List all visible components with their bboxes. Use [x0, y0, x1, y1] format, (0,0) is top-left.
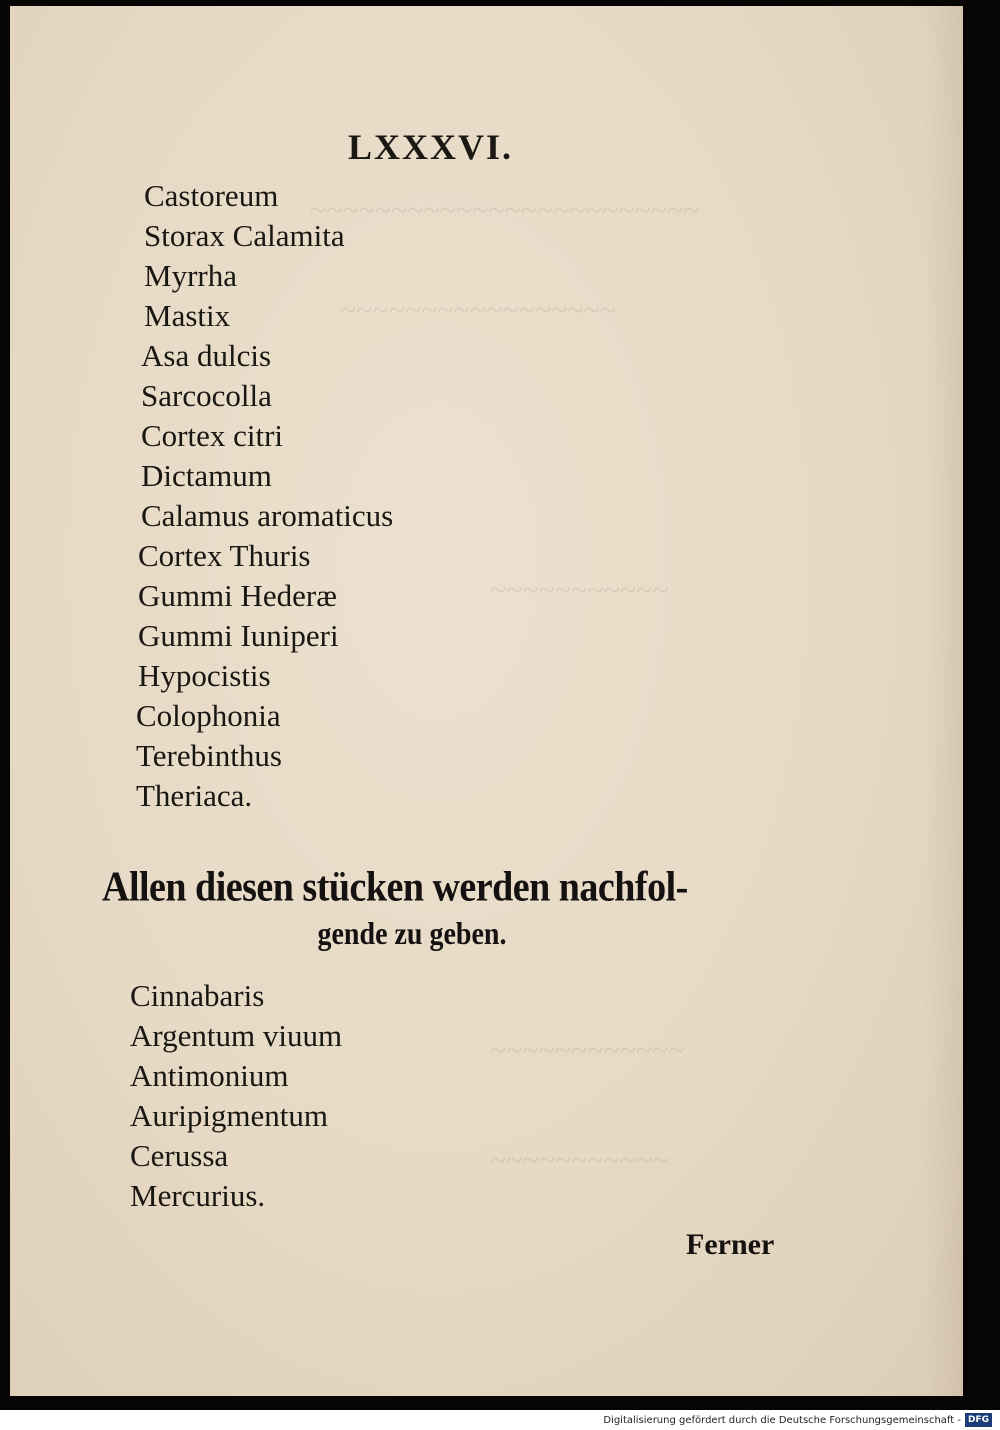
list-item: Storax Calamita [144, 218, 345, 253]
bleed-through-text: ~~~~~~~~~~~~~~~~~ [340, 294, 616, 327]
list-item: Gummi Iuniperi [138, 618, 339, 653]
heading-line-1: Allen diesen stücken werden nachfol- [102, 863, 688, 911]
list-item: Castoreum [144, 178, 279, 213]
credit-text: Digitalisierung gefördert durch die Deutsche Forschungsgemeinschaft - [603, 1414, 961, 1426]
list-item: Sarcocolla [141, 378, 272, 413]
list-item: Terebinthus [136, 738, 282, 773]
bleed-through-text: ~~~~~~~~~~~ [490, 1144, 669, 1177]
list-item: Cinnabaris [130, 978, 265, 1013]
list-item: Gummi Hederæ [138, 578, 337, 613]
list-item: Cortex Thuris [138, 538, 311, 573]
bleed-through-text: ~~~~~~~~~~~~ [490, 1034, 685, 1067]
list-item: Myrrha [144, 258, 237, 293]
catchword: Ferner [686, 1228, 775, 1261]
bleed-through-text: ~~~~~~~~~~~ [490, 574, 669, 607]
section-heading [102, 861, 762, 957]
list-item: Antimonium [130, 1058, 289, 1093]
list-item: Calamus aromaticus [141, 498, 394, 533]
list-item: Argentum viuum [130, 1018, 343, 1053]
list-item: Asa dulcis [141, 338, 272, 373]
ingredient-list-primary [136, 176, 394, 816]
page-edge-shadow [923, 6, 963, 1396]
heading-line-2: gende zu geben. [317, 917, 507, 952]
folio-number: LXXXVI. [348, 127, 514, 167]
list-item: Dictamum [141, 458, 272, 493]
dfg-logo: DFG [965, 1413, 992, 1427]
list-item: Colophonia [136, 698, 281, 733]
list-item: Hypocistis [138, 658, 271, 693]
digitization-credit [603, 1412, 992, 1428]
bleed-through-text: ~~~~~~~~~~~~~~~~~~~~~~~~ [310, 194, 700, 227]
list-item: Auripigmentum [130, 1098, 329, 1133]
list-item: Cerussa [130, 1138, 229, 1173]
book-page [10, 6, 963, 1396]
list-item: Cortex citri [141, 418, 284, 453]
list-item: Mastix [144, 298, 231, 333]
list-item: Theriaca. [136, 778, 253, 813]
ingredient-list-secondary [130, 976, 342, 1216]
list-item: Mercurius. [130, 1178, 266, 1213]
